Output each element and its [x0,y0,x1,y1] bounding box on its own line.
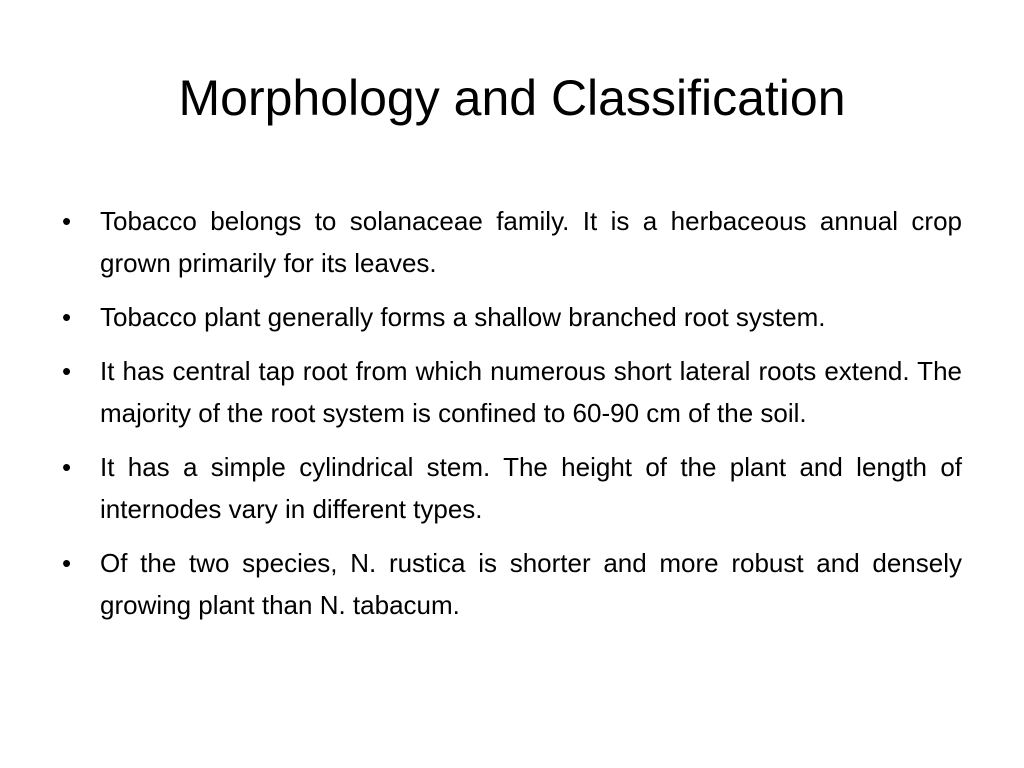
bullet-text: Of the two species, N. rustica is shorter and more robust and densely growing plant than N. tabacum. [100,548,962,620]
bullet-text: Tobacco belongs to solanaceae family. It is a herbaceous annual crop grown primarily for its leaves. [100,206,962,278]
bullet-text: It has a simple cylindrical stem. The height of the plant and length of internodes vary in different types. [100,452,962,524]
bullet-item [62,542,962,626]
bullet-dot-icon: • [62,548,72,578]
bullet-dot-icon: • [62,452,72,482]
bullet-item [62,296,962,338]
bullet-item [62,350,962,434]
bullet-text: It has central tap root from which numerous short lateral roots extend. The majority of the root system is confined to 60-90 cm of the soil. [100,356,962,428]
bullet-dot-icon: • [62,356,72,386]
slide-title: Morphology and Classification [178,70,846,126]
bullet-text: Tobacco plant generally forms a shallow branched root system. [100,302,826,332]
bullet-list [62,200,962,638]
bullet-item [62,200,962,284]
bullet-dot-icon: • [62,302,72,332]
bullet-dot-icon: • [62,206,72,236]
bullet-item [62,446,962,530]
